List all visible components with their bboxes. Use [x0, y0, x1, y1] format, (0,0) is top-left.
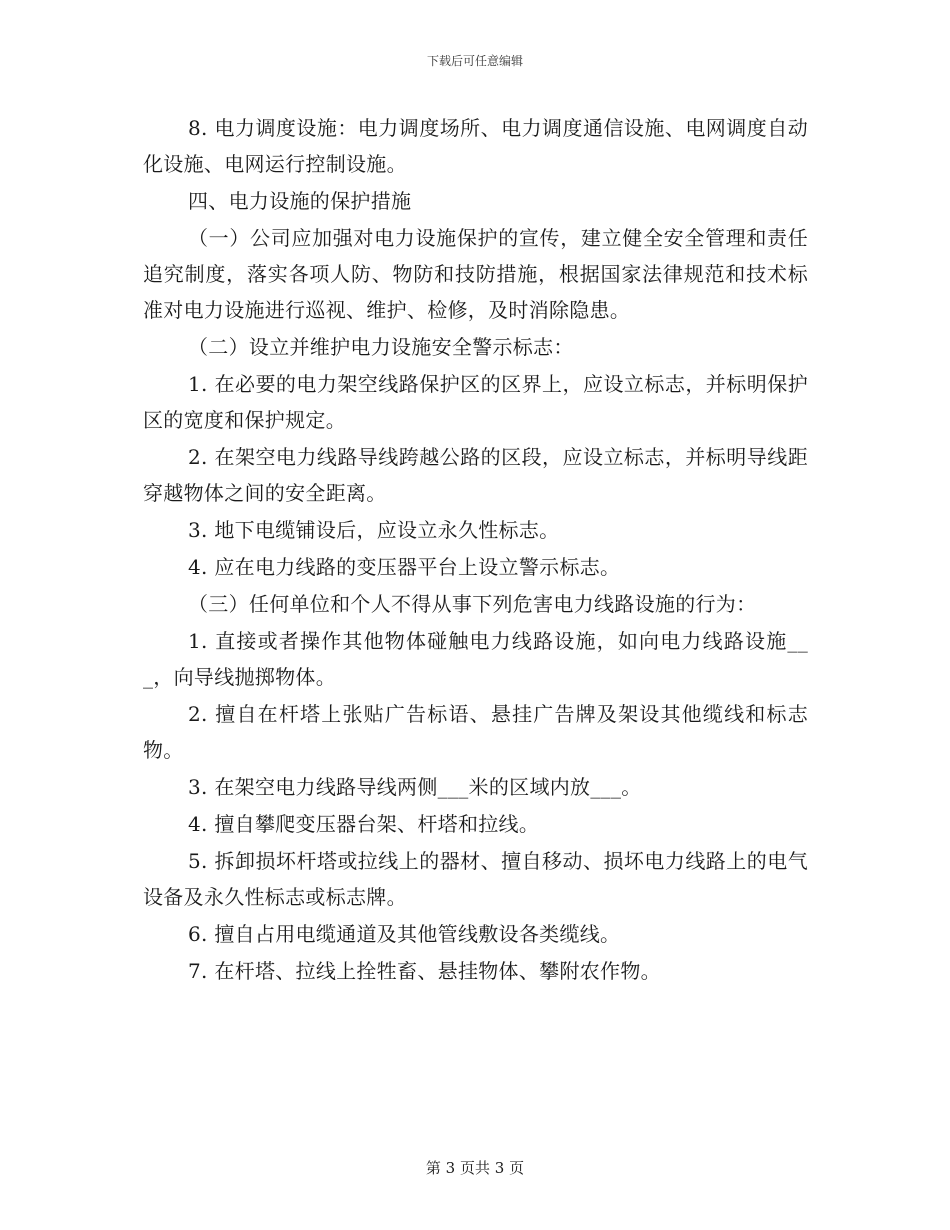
- paragraph: （一）公司应加强对电力设施保护的宣传，建立健全安全管理和责任追究制度，落实各项人防、物防和技防措施，根据国家法律规范和技术标准对电力设施进行巡视、维护、检修，及时消除隐患。: [143, 226, 808, 322]
- list-item: 3. 地下电缆铺设后，应设立永久性标志。: [188, 518, 560, 542]
- page-header: 下载后可任意编辑: [426, 54, 523, 68]
- list-item: 2. 在架空电力线路导线跨越公路的区段，应设立标志，并标明导线距穿越物体之间的安全距离。: [143, 445, 808, 505]
- list-item: 5. 拆卸损坏杆塔或拉线上的器材、擅自移动、损坏电力线路上的电气设备及永久性标志或标志牌。: [143, 849, 808, 909]
- page-number: 第 3 页共 3 页: [425, 1159, 525, 1177]
- list-item: 1. 直接或者操作其他物体碰触电力线路设施，如向电力线路设施___，向导线抛掷物体。: [143, 629, 808, 689]
- paragraph: 8. 电力调度设施：电力调度场所、电力调度通信设施、电网调度自动化设施、电网运行控制设施。: [143, 116, 808, 176]
- list-item: 3. 在架空电力线路导线两侧___米的区域内放___。: [188, 775, 642, 799]
- section-heading: 四、电力设施的保护措施: [188, 189, 412, 213]
- list-item: 1. 在必要的电力架空线路保护区的区界上，应设立标志，并标明保护区的宽度和保护规定。: [143, 372, 808, 432]
- list-item: 2. 擅自在杆塔上张贴广告标语、悬挂广告牌及架设其他缆线和标志物。: [143, 702, 808, 762]
- document-body: [143, 110, 808, 989]
- subsection-heading: （二）设立并维护电力设施安全警示标志：: [188, 335, 574, 359]
- list-item: 6. 擅自占用电缆通道及其他管线敷设各类缆线。: [188, 922, 621, 946]
- list-item: 7. 在杆塔、拉线上拴牲畜、悬挂物体、攀附农作物。: [188, 959, 661, 983]
- subsection-heading: （三）任何单位和个人不得从事下列危害电力线路设施的行为：: [188, 592, 757, 616]
- list-item: 4. 擅自攀爬变压器台架、杆塔和拉线。: [188, 812, 540, 836]
- list-item: 4. 应在电力线路的变压器平台上设立警示标志。: [188, 555, 621, 579]
